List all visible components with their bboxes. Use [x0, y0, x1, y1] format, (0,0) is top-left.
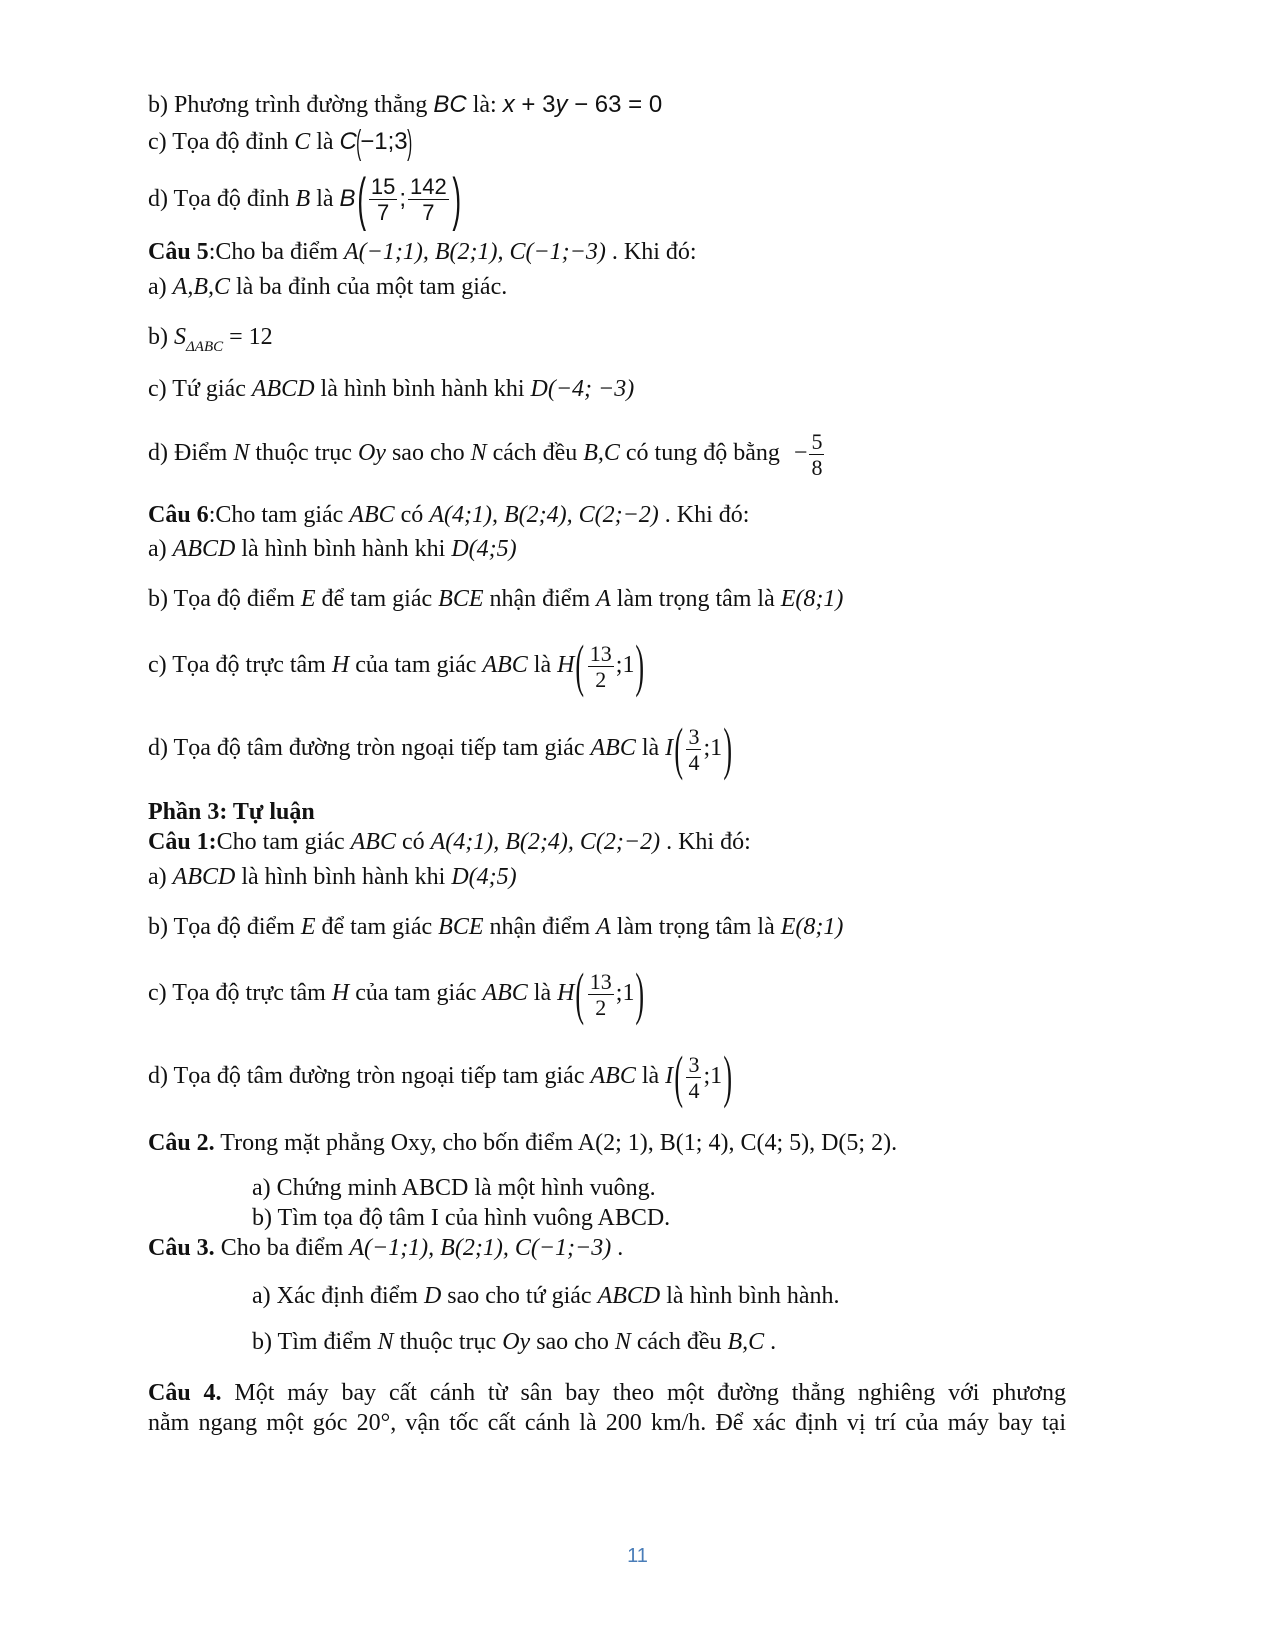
essay-question-2-heading: Câu 2. Trong mặt phẳng Oxy, cho bốn điểm A(2; 1), B(1; 4), C(4; 5), D(5; 2). — [148, 1130, 898, 1156]
essay-question-1a: a) ABCD là hình bình hành khi D(4;5) — [148, 864, 517, 890]
fraction: $\frac{3}{4}$ — [688, 723, 700, 775]
line-vertex-b: d) Tọa độ đỉnh B là B( $\frac{15}{7}$ ; $\frac{142}{7}$ ) — [148, 166, 461, 232]
essay-question-4-line-1: Câu 4. Một máy bay cất cánh từ sân bay theo một đường thẳng nghiêng với phương — [148, 1380, 1066, 1406]
question-6-heading: Câu 6:Cho tam giác ABC có A(4;1), B(2;4), C(2;−2) . Khi đó: — [148, 502, 750, 528]
section-title-part-3: Phần 3: Tự luận — [148, 799, 315, 825]
fraction: $\frac{13}{2}$ — [589, 640, 612, 692]
fraction: $\frac{3}{4}$ — [688, 1051, 700, 1103]
question-5b: b) $S_{\Delta ABC} = 12$ — [148, 324, 273, 355]
essay-question-3-heading: Câu 3. Cho ba điểm A(−1;1), B(2;1), C(−1;−3) . — [148, 1235, 624, 1261]
essay-question-1b: b) Tọa độ điểm E để tam giác BCE nhận điểm A làm trọng tâm là E(8;1) — [148, 914, 844, 940]
fraction: $\frac{142}{7}$ — [410, 174, 447, 226]
question-5a: a) A,B,C là ba đỉnh của một tam giác. — [148, 274, 508, 300]
line-vertex-c: c) Tọa độ đỉnh C là C(−1;3) — [148, 123, 412, 162]
essay-question-4-line-2: nằm ngang một góc 20°, vận tốc cất cánh là 200 km/h. Để xác định vị trí của máy bay tại — [148, 1410, 1066, 1436]
fraction: $\frac{13}{2}$ — [589, 968, 612, 1020]
essay-question-1c: c) Tọa độ trực tâm H của tam giác ABC là H( $\frac{13}{2}$ ;1) — [148, 961, 645, 1027]
essay-question-2b: b) Tìm tọa độ tâm I của hình vuông ABCD. — [252, 1205, 671, 1231]
page-number: 11 — [627, 1545, 648, 1567]
question-5c: c) Tứ giác ABCD là hình bình hành khi D(−4; −3) — [148, 376, 635, 402]
question-6a: a) ABCD là hình bình hành khi D(4;5) — [148, 536, 517, 562]
question-5d: d) Điểm N thuộc trục Oy sao cho N cách đều B,C có tung độ bằng − $\frac{5}{8}$ — [148, 428, 823, 480]
essay-question-3b: b) Tìm điểm N thuộc trục Oy sao cho N cách đều B,C . — [252, 1329, 777, 1355]
essay-question-2a: a) Chứng minh ABCD là một hình vuông. — [252, 1175, 656, 1201]
question-6b: b) Tọa độ điểm E để tam giác BCE nhận điểm A làm trọng tâm là E(8;1) — [148, 586, 844, 612]
question-6c: c) Tọa độ trực tâm H của tam giác ABC là H( $\frac{13}{2}$ ;1) — [148, 633, 645, 699]
question-6d: d) Tọa độ tâm đường tròn ngoại tiếp tam giác ABC là I( $\frac{3}{4}$ ;1) — [148, 716, 733, 782]
essay-question-1d: d) Tọa độ tâm đường tròn ngoại tiếp tam giác ABC là I( $\frac{3}{4}$ ;1) — [148, 1044, 733, 1110]
line-bc-equation: b) Phương trình đường thẳng BC là: x + 3y − 63 = 0 — [148, 91, 663, 118]
essay-question-1-heading: Câu 1:Cho tam giác ABC có A(4;1), B(2;4), C(2;−2) . Khi đó: — [148, 829, 751, 855]
question-5-heading: Câu 5:Cho ba điểm A(−1;1), B(2;1), C(−1;−3) . Khi đó: — [148, 239, 697, 265]
fraction: $\frac{15}{7}$ — [370, 174, 396, 226]
fraction: $\frac{5}{8}$ — [811, 428, 823, 480]
essay-question-3a: a) Xác định điểm D sao cho tứ giác ABCD là hình bình hành. — [252, 1283, 840, 1309]
